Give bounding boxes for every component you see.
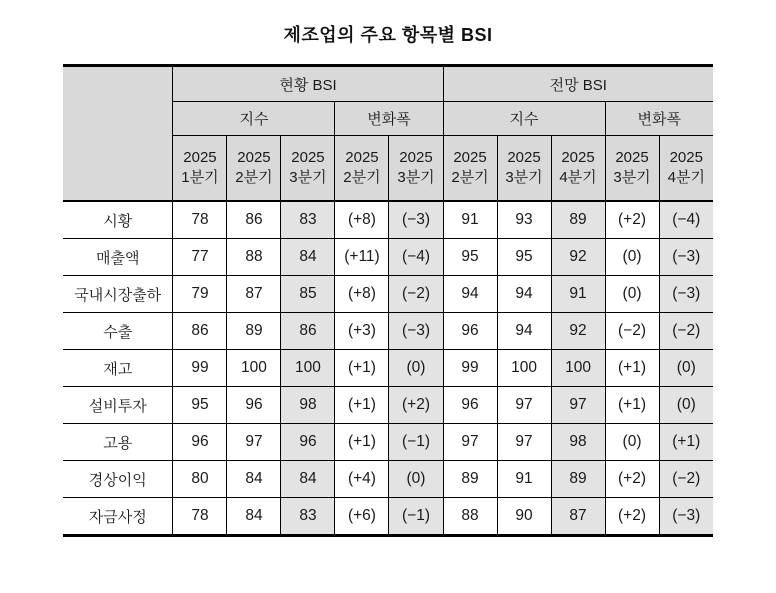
value-cell: 92 xyxy=(551,313,605,350)
value-cell: (−1) xyxy=(389,424,443,461)
value-cell: (−2) xyxy=(605,313,659,350)
value-cell: (−2) xyxy=(659,461,713,498)
row-label: 국내시장출하 xyxy=(63,276,173,313)
value-cell: (−1) xyxy=(389,498,443,536)
value-cell: 89 xyxy=(551,461,605,498)
sub-header-change: 변화폭 xyxy=(335,102,443,136)
value-cell: 98 xyxy=(551,424,605,461)
value-cell: 86 xyxy=(173,313,227,350)
quarter-header-cell xyxy=(227,136,281,202)
value-cell: 89 xyxy=(551,201,605,239)
value-cell: (0) xyxy=(605,424,659,461)
table-body xyxy=(63,201,713,536)
quarter-label: 3분기 xyxy=(505,169,543,186)
value-cell: (+8) xyxy=(335,201,389,239)
quarter-year: 2025 xyxy=(669,148,703,166)
value-cell: 88 xyxy=(227,239,281,276)
value-cell: 96 xyxy=(227,387,281,424)
row-label: 설비투자 xyxy=(63,387,173,424)
quarter-year: 2025 xyxy=(183,148,217,166)
value-cell: (−4) xyxy=(659,201,713,239)
value-cell: (+1) xyxy=(659,424,713,461)
value-cell: (+1) xyxy=(335,424,389,461)
sub-header-index: 지수 xyxy=(443,102,605,136)
value-cell: 100 xyxy=(227,350,281,387)
quarter-label: 4분기 xyxy=(667,169,705,186)
value-cell: 92 xyxy=(551,239,605,276)
value-cell: (−3) xyxy=(659,276,713,313)
quarter-label: 1분기 xyxy=(181,169,219,186)
value-cell: 96 xyxy=(281,424,335,461)
quarter-year: 2025 xyxy=(453,148,487,166)
value-cell: (−4) xyxy=(389,239,443,276)
value-cell: 89 xyxy=(227,313,281,350)
value-cell: 95 xyxy=(443,239,497,276)
value-cell: 100 xyxy=(551,350,605,387)
value-cell: (0) xyxy=(605,276,659,313)
table-row xyxy=(63,387,713,424)
value-cell: 85 xyxy=(281,276,335,313)
quarter-year: 2025 xyxy=(561,148,595,166)
value-cell: 99 xyxy=(443,350,497,387)
quarter-header-cell xyxy=(497,136,551,202)
value-cell: 94 xyxy=(497,276,551,313)
value-cell: 80 xyxy=(173,461,227,498)
value-cell: (+8) xyxy=(335,276,389,313)
value-cell: 86 xyxy=(227,201,281,239)
quarter-header-cell xyxy=(335,136,389,202)
quarter-label: 2분기 xyxy=(451,169,489,186)
corner-cell xyxy=(63,66,173,202)
table-row xyxy=(63,350,713,387)
value-cell: 91 xyxy=(551,276,605,313)
value-cell: 97 xyxy=(497,387,551,424)
value-cell: (+1) xyxy=(605,350,659,387)
value-cell: (−2) xyxy=(389,276,443,313)
value-cell: (−3) xyxy=(659,498,713,536)
value-cell: 100 xyxy=(497,350,551,387)
value-cell: 84 xyxy=(281,239,335,276)
value-cell: (+11) xyxy=(335,239,389,276)
value-cell: 84 xyxy=(281,461,335,498)
value-cell: 93 xyxy=(497,201,551,239)
value-cell: 83 xyxy=(281,201,335,239)
value-cell: (+2) xyxy=(605,498,659,536)
value-cell: 84 xyxy=(227,461,281,498)
quarter-label: 2분기 xyxy=(235,169,273,186)
quarter-header-cell xyxy=(281,136,335,202)
value-cell: 86 xyxy=(281,313,335,350)
value-cell: (−2) xyxy=(659,313,713,350)
value-cell: 96 xyxy=(443,387,497,424)
value-cell: 90 xyxy=(497,498,551,536)
value-cell: 97 xyxy=(551,387,605,424)
quarter-year: 2025 xyxy=(507,148,541,166)
value-cell: 99 xyxy=(173,350,227,387)
value-cell: 87 xyxy=(227,276,281,313)
value-cell: 98 xyxy=(281,387,335,424)
row-label: 경상이익 xyxy=(63,461,173,498)
value-cell: 88 xyxy=(443,498,497,536)
row-label: 수출 xyxy=(63,313,173,350)
quarter-header-cell xyxy=(443,136,497,202)
value-cell: 96 xyxy=(173,424,227,461)
value-cell: (+1) xyxy=(335,387,389,424)
value-cell: (+3) xyxy=(335,313,389,350)
value-cell: 97 xyxy=(497,424,551,461)
value-cell: (+1) xyxy=(335,350,389,387)
value-cell: (0) xyxy=(389,350,443,387)
value-cell: (0) xyxy=(659,387,713,424)
table-row xyxy=(63,239,713,276)
row-label: 고용 xyxy=(63,424,173,461)
value-cell: (0) xyxy=(659,350,713,387)
value-cell: (−3) xyxy=(659,239,713,276)
value-cell: (+2) xyxy=(605,461,659,498)
table-row xyxy=(63,201,713,239)
quarter-label: 3분기 xyxy=(397,169,435,186)
quarter-year: 2025 xyxy=(345,148,379,166)
page-title: 제조업의 주요 항목별 BSI xyxy=(283,25,493,45)
value-cell: (+4) xyxy=(335,461,389,498)
value-cell: 95 xyxy=(497,239,551,276)
value-cell: 89 xyxy=(443,461,497,498)
value-cell: 78 xyxy=(173,201,227,239)
quarter-header-cell xyxy=(173,136,227,202)
value-cell: (−3) xyxy=(389,201,443,239)
quarter-year: 2025 xyxy=(237,148,271,166)
value-cell: 91 xyxy=(443,201,497,239)
value-cell: 83 xyxy=(281,498,335,536)
value-cell: 77 xyxy=(173,239,227,276)
quarter-header-cell xyxy=(605,136,659,202)
value-cell: 79 xyxy=(173,276,227,313)
group-header-current: 현황 BSI xyxy=(173,66,443,102)
value-cell: (0) xyxy=(389,461,443,498)
row-label: 재고 xyxy=(63,350,173,387)
quarter-label: 4분기 xyxy=(559,169,597,186)
quarter-label: 3분기 xyxy=(289,169,327,186)
value-cell: 94 xyxy=(497,313,551,350)
quarter-label: 3분기 xyxy=(613,169,651,186)
value-cell: (+2) xyxy=(389,387,443,424)
group-header-outlook: 전망 BSI xyxy=(443,66,713,102)
value-cell: 78 xyxy=(173,498,227,536)
quarter-header-cell xyxy=(659,136,713,202)
value-cell: 94 xyxy=(443,276,497,313)
table-row xyxy=(63,424,713,461)
group-header-row xyxy=(63,66,713,102)
quarter-header-cell xyxy=(551,136,605,202)
table-row xyxy=(63,276,713,313)
row-label: 시황 xyxy=(63,201,173,239)
value-cell: (+1) xyxy=(605,387,659,424)
sub-header-change: 변화폭 xyxy=(605,102,713,136)
value-cell: 87 xyxy=(551,498,605,536)
table-header xyxy=(63,66,713,202)
bsi-table xyxy=(63,64,713,537)
quarter-header-cell xyxy=(389,136,443,202)
value-cell: 96 xyxy=(443,313,497,350)
value-cell: (−3) xyxy=(389,313,443,350)
value-cell: 84 xyxy=(227,498,281,536)
quarter-label: 2분기 xyxy=(343,169,381,186)
row-label: 매출액 xyxy=(63,239,173,276)
table-row xyxy=(63,498,713,536)
table-row xyxy=(63,461,713,498)
quarter-year: 2025 xyxy=(615,148,649,166)
value-cell: (+2) xyxy=(605,201,659,239)
value-cell: 97 xyxy=(227,424,281,461)
table-row xyxy=(63,313,713,350)
value-cell: (+6) xyxy=(335,498,389,536)
value-cell: 95 xyxy=(173,387,227,424)
value-cell: 97 xyxy=(443,424,497,461)
sub-header-index: 지수 xyxy=(173,102,335,136)
row-label: 자금사정 xyxy=(63,498,173,536)
quarter-year: 2025 xyxy=(291,148,325,166)
value-cell: 91 xyxy=(497,461,551,498)
value-cell: 100 xyxy=(281,350,335,387)
quarter-year: 2025 xyxy=(399,148,433,166)
value-cell: (0) xyxy=(605,239,659,276)
